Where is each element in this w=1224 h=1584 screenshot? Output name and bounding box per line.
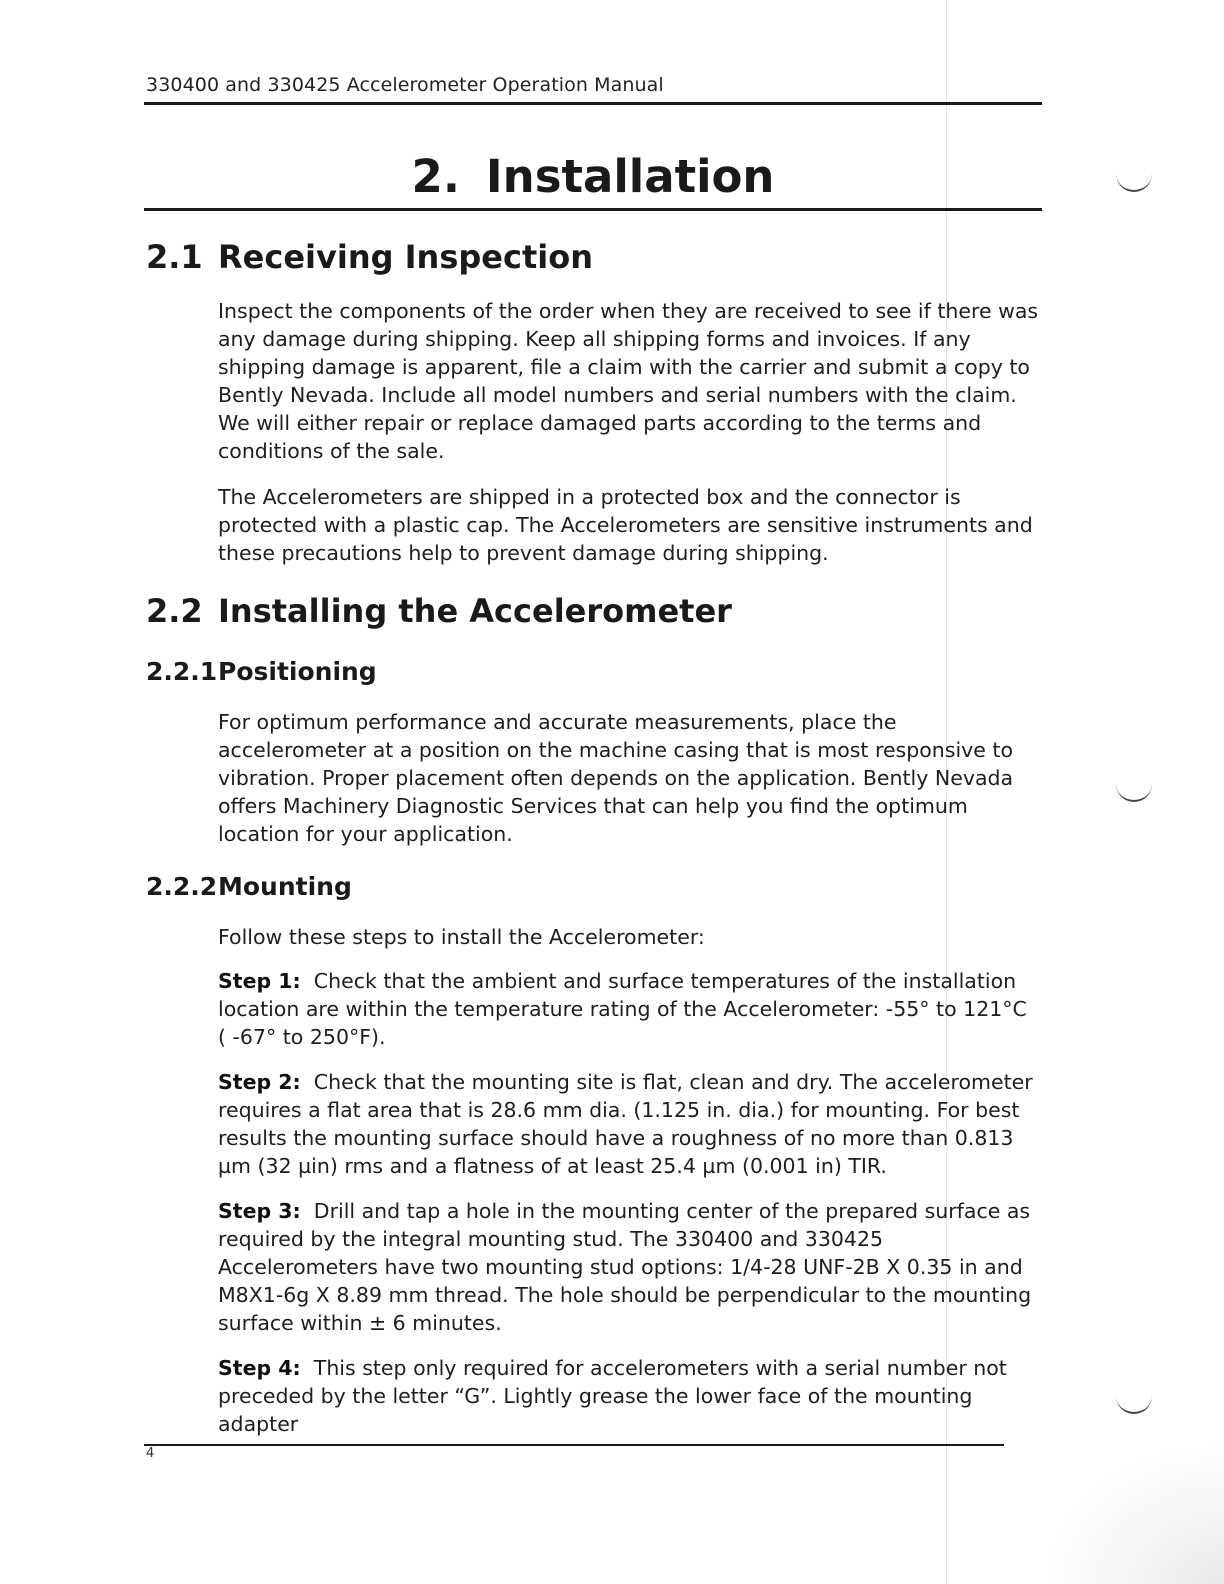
- step-1: [218, 967, 1040, 1051]
- step-label: Step 1:: [218, 969, 301, 993]
- section-heading-2-1: [146, 238, 593, 276]
- step-2: [218, 1068, 1040, 1180]
- running-header: 330400 and 330425 Accelerometer Operation Manual: [146, 74, 664, 96]
- step-3: [218, 1197, 1040, 1337]
- step-text: Drill and tap a hole in the mounting center of the prepared surface as required by the integral mounting stud. The 330400 and 330425 Accelerometers have two mounting stud options: 1/4-28 UNF-2B X 0.35 in and M8X1-6g X 8.89 mm thread. The hole should be perpendicular to the mounting surface within ± 6 minutes.: [218, 1199, 1032, 1335]
- paragraph-receiving-2: The Accelerometers are shipped in a protected box and the connector is protected with a plastic cap. The Accelerometers are sensitive instruments and these precautions help to prevent damage during shipping.: [218, 485, 1033, 565]
- paragraph-positioning: For optimum performance and accurate measurements, place the accelerometer at a position on the machine casing that is most responsive to vibration. Proper placement often depends on the application. Bently Nevada offers Machinery Diagnostic Services that can help you find the optimum location for your application.: [218, 710, 1014, 846]
- binder-hole-mark-top: [1116, 170, 1152, 192]
- section-heading-2-2: [146, 592, 732, 630]
- chapter-title-text: Installation: [485, 150, 775, 203]
- page-number: 4: [146, 1446, 155, 1461]
- step-text: Check that the ambient and surface temperatures of the installation location are within the temperature rating of the Accelerometer: -55° to 121°C ( -67° to 250°F).: [218, 969, 1027, 1049]
- paragraph-mounting-intro: Follow these steps to install the Accelerometer:: [218, 925, 705, 949]
- chapter-rule: [144, 208, 1042, 211]
- section-number: 2.1: [146, 238, 203, 276]
- step-text: Check that the mounting site is flat, clean and dry. The accelerometer requires a flat area that is 28.6 mm dia. (1.125 in. dia.) for mounting. For best results the mounting surface should have a roughness of no more than 0.813 µm (32 µin) rms and a flatness of at least 25.4 µm (0.001 in) TIR.: [218, 1070, 1033, 1178]
- subsection-heading-2-2-2: [146, 872, 352, 901]
- chapter-number: 2.: [411, 150, 460, 203]
- header-rule: [144, 102, 1042, 105]
- step-label: Step 4:: [218, 1356, 301, 1380]
- subsection-title: Mounting: [218, 872, 352, 901]
- binder-hole-mark-bottom: [1116, 1392, 1152, 1414]
- step-label: Step 2:: [218, 1070, 301, 1094]
- subsection-number: 2.2.2: [146, 872, 218, 901]
- chapter-title: [144, 150, 1042, 203]
- subsection-number: 2.2.1: [146, 657, 218, 686]
- scan-corner-shadow: [1044, 1444, 1224, 1584]
- step-4: [218, 1354, 1040, 1438]
- binder-hole-mark-middle: [1116, 780, 1152, 802]
- subsection-heading-2-2-1: [146, 657, 377, 686]
- paragraph-receiving-1: Inspect the components of the order when they are received to see if there was any damage during shipping. Keep all shipping forms and invoices. If any shipping damage is apparent, file a claim with the carrier and submit a copy to Bently Nevada. Include all model numbers and serial numbers with the claim. We will either repair or replace damaged parts according to the terms and conditions of the sale.: [218, 299, 1039, 463]
- subsection-title: Positioning: [218, 657, 377, 686]
- section-number: 2.2: [146, 592, 203, 630]
- section-title: Receiving Inspection: [218, 238, 593, 276]
- footer-rule: [144, 1444, 1004, 1446]
- section-title: Installing the Accelerometer: [218, 592, 732, 630]
- step-label: Step 3:: [218, 1199, 301, 1223]
- step-text: This step only required for accelerometers with a serial number not preceded by the letter “G”. Lightly grease the lower face of the mounting adapter: [218, 1356, 1007, 1436]
